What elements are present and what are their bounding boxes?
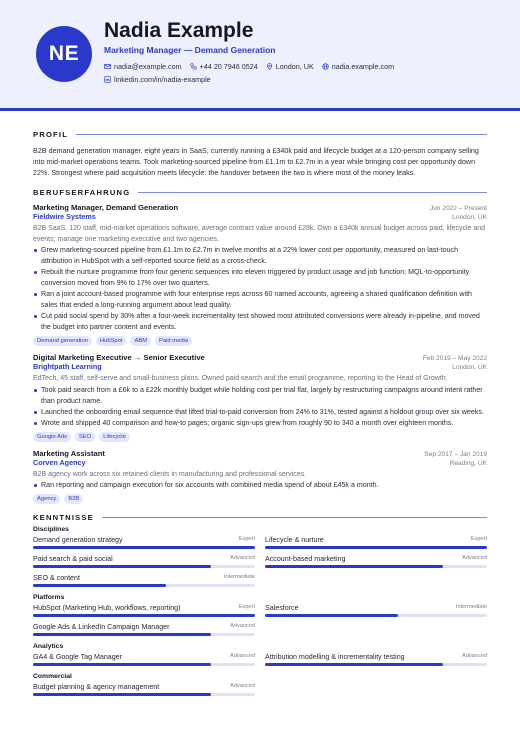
job-entry [33, 203, 487, 346]
profile-section-title [33, 130, 487, 139]
skill-name: Demand generation strategy [33, 536, 123, 545]
skill-grid [33, 650, 487, 669]
skill-tag: B2B [64, 494, 83, 504]
tag-list [33, 494, 487, 504]
skill-item [265, 650, 487, 669]
skills-list [33, 526, 487, 699]
contact-email[interactable] [104, 62, 182, 71]
skill-level: Advanced [230, 555, 255, 562]
skill-level: Expert [238, 604, 255, 611]
contact-website[interactable] [322, 62, 394, 71]
contact-linkedin[interactable] [104, 75, 211, 84]
skill-level-fill [33, 546, 255, 549]
achievement-list [33, 385, 487, 429]
skill-level: Expert [238, 536, 255, 543]
job-location: London, UK [452, 214, 487, 222]
skill-level: Advanced [230, 683, 255, 690]
candidate-role: Marketing Manager — Demand Generation [104, 45, 276, 55]
skill-grid [33, 680, 487, 699]
skill-level-bar [265, 546, 487, 549]
skill-grid [33, 533, 487, 590]
email-text: nadia@example.com [114, 62, 182, 71]
skill-tag: Agency [33, 494, 60, 504]
skill-level-bar [265, 663, 487, 666]
skill-item [33, 650, 255, 669]
achievement-list [33, 480, 487, 491]
section-heading: KENNTNISSE [33, 513, 94, 523]
skill-level-bar [33, 614, 255, 617]
skill-level: Intermediate [223, 574, 255, 581]
job-header [33, 449, 487, 458]
skill-item [33, 601, 255, 620]
skill-level-bar [33, 565, 255, 568]
job-title: Digital Marketing Executive → Senior Executive [33, 353, 205, 363]
job-entry [33, 353, 487, 441]
skill-level-bar [265, 565, 487, 568]
achievement-item: Wrote and shipped 40 comparison and how-to pages; organic sign-ups grew from roughly 90 to 340 a month over eighteen months. [33, 418, 487, 429]
job-title: Marketing Assistant [33, 448, 105, 458]
achievement-item: Ran reporting and campaign execution for six accounts with combined media spend of about £45k a month. [33, 480, 487, 491]
job-dates: Jun 2022 – Present [429, 205, 487, 213]
profile-summary: B2B demand generation manager, eight years in SaaS, currently running a £340k paid and lifecycle budget at a 120-person company selling into mid-market operations teams. Took marketing-sourced pipeline from £1.1m to £2.7m in a year while bringing cost per opportunity down 22%. Strongest where paid acquisition meets lifecycle: the handover between the two is where most of the money leaks. [33, 146, 479, 178]
skill-level-fill [33, 663, 211, 666]
contact-row-secondary [104, 75, 211, 84]
job-subheader [33, 212, 487, 221]
job-description: EdTech, 45 staff, self-serve and small-business plans. Owned paid search and the email programme, reporting to the Head of Growth. [33, 375, 448, 383]
section-divider [138, 192, 487, 193]
achievement-item: Launched the onboarding email sequence that lifted trial-to-paid conversion from 24% to 31%, tested against a holdout group over six weeks. [33, 407, 487, 418]
skill-item [265, 601, 487, 620]
contact-phone[interactable] [190, 62, 258, 71]
job-location: Reading, UK [449, 459, 487, 467]
contact-location [266, 62, 314, 71]
job-subheader [33, 458, 487, 467]
location-pin-icon [266, 63, 273, 70]
skill-item [33, 680, 255, 699]
skill-group-title: Disciplines [33, 526, 69, 534]
skill-level: Advanced [462, 555, 487, 562]
job-header [33, 353, 487, 362]
skill-group-title: Platforms [33, 594, 65, 602]
skill-level-bar [33, 633, 255, 636]
skill-name: HubSpot (Marketing Hub, workflows, reporting) [33, 604, 181, 613]
skill-level: Expert [470, 536, 487, 543]
skill-level: Advanced [462, 653, 487, 660]
achievement-item: Took paid search from a £6k to a £22k monthly budget while holding cost per trial flat, largely by restructuring campaigns around intent rather than product name. [33, 385, 487, 407]
skill-grid [33, 601, 487, 639]
skill-name: Lifecycle & nurture [265, 536, 324, 545]
section-divider [102, 517, 487, 518]
skill-level-fill [265, 546, 487, 549]
skill-level-fill [33, 633, 211, 636]
skill-level-fill [33, 584, 166, 587]
skill-level-fill [33, 614, 255, 617]
avatar: NE [36, 26, 92, 82]
skill-tag: SEO [75, 432, 95, 442]
job-description: B2B agency work across six retained clients in manufacturing and professional services. [33, 470, 307, 478]
skill-name: Attribution modelling & incrementality testing [265, 653, 405, 662]
skill-level-bar [33, 546, 255, 549]
company-name: Brightpath Learning [33, 362, 102, 372]
website-text: nadia.example.com [331, 62, 395, 71]
company-name: Corven Agency [33, 457, 86, 467]
skill-tag: Paid media [155, 336, 192, 346]
job-dates: Sep 2017 – Jan 2019 [424, 450, 487, 458]
resume-header [0, 0, 520, 111]
linkedin-icon [104, 76, 111, 83]
job-location: London, UK [452, 364, 487, 372]
skill-level-bar [33, 663, 255, 666]
skill-name: Paid search & paid social [33, 555, 113, 564]
job-description: B2B SaaS, 120 staff, mid-market operations software, average contract value around £28k. Own a £340k annual budget across paid, lifecycle and events; manage one marketing executive and two agencies. [33, 225, 486, 243]
achievement-item: Rebuilt the nurture programme from four generic sequences into eleven triggered by product usage and job function; MQL-to-opportunity conversion moved from 9% to 17% over two quarters. [33, 267, 487, 289]
skill-tag: Google Ads [33, 432, 71, 442]
skill-item [33, 571, 255, 590]
skill-level-fill [265, 663, 443, 666]
skill-item [265, 533, 487, 552]
skills-section-title [33, 513, 487, 522]
globe-icon [322, 63, 329, 70]
skill-level-bar [33, 693, 255, 696]
mail-icon [104, 63, 111, 70]
experience-section-title [33, 188, 487, 197]
skill-name: SEO & content [33, 574, 80, 583]
skill-level: Advanced [230, 653, 255, 660]
job-list [33, 203, 487, 504]
skill-level-fill [265, 565, 443, 568]
skill-tag: Demand generation [33, 336, 92, 346]
achievement-item: Cut paid social spend by 30% after a four-week incrementality test showed most attributed conversions were already in-pipeline, and moved the budget into partner content and events. [33, 311, 487, 333]
skill-level-fill [265, 614, 398, 617]
skill-group-title: Commercial [33, 673, 72, 681]
skill-name: Budget planning & agency management [33, 683, 160, 692]
job-subheader [33, 362, 487, 371]
skill-item [33, 533, 255, 552]
candidate-name: Nadia Example [104, 19, 254, 42]
skill-item [33, 552, 255, 571]
achievement-list [33, 245, 487, 333]
skill-item [265, 552, 487, 571]
skill-tag: ABM [130, 336, 151, 346]
skill-name: GA4 & Google Tag Manager [33, 653, 122, 662]
skill-level: Intermediate [455, 604, 487, 611]
skill-item [33, 620, 255, 639]
achievement-item: Grew marketing-sourced pipeline from £1.1m to £2.7m in twelve months at a 22% lower cost per opportunity, measured on last-touch attribution in HubSpot with a self-reported source field as a cross-check. [33, 245, 487, 267]
tag-list [33, 336, 487, 346]
skill-tag: Lifecycle [99, 432, 130, 442]
skill-level: Advanced [230, 623, 255, 630]
job-entry [33, 449, 487, 504]
tag-list [33, 432, 487, 442]
company-name: Fieldwire Systems [33, 212, 96, 222]
skill-tag: HubSpot [96, 336, 127, 346]
contact-row [104, 62, 394, 71]
job-dates: Feb 2019 – May 2022 [422, 355, 487, 363]
section-heading: PROFIL [33, 130, 69, 139]
achievement-item: Ran a joint account-based programme with four enterprise reps across 60 named accounts, agreeing a shared qualification definition with sales that ended a long-running argument about lead quality. [33, 289, 487, 311]
skill-name: Account-based marketing [265, 555, 346, 564]
job-header [33, 203, 487, 212]
job-title: Marketing Manager, Demand Generation [33, 203, 179, 213]
linkedin-text: linkedin.com/in/nadia-example [114, 75, 211, 84]
skill-level-bar [33, 584, 255, 587]
phone-icon [190, 63, 197, 70]
skill-name: Google Ads & LinkedIn Campaign Manager [33, 623, 170, 632]
section-divider [76, 134, 487, 135]
phone-text: +44 20 7946 0524 [199, 62, 258, 71]
section-heading: BERUFSERFAHRUNG [33, 188, 131, 198]
skill-level-bar [265, 614, 487, 617]
resume-body [33, 130, 487, 699]
location-text: London, UK [275, 62, 314, 71]
skill-level-fill [33, 693, 211, 696]
skill-group-title: Analytics [33, 643, 64, 651]
skill-name: Salesforce [265, 604, 299, 613]
skill-level-fill [33, 565, 211, 568]
